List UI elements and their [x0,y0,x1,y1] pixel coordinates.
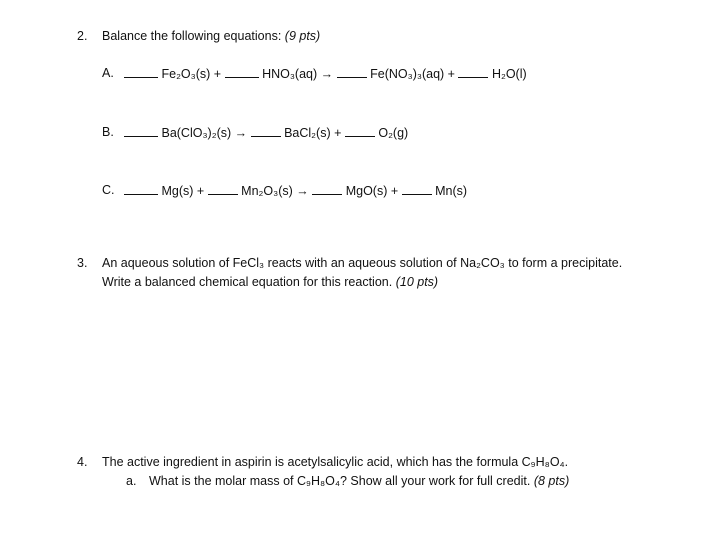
eq-c-blank-2[interactable] [208,183,238,195]
eq-a-blank-2[interactable] [225,66,259,78]
eq-a-blank-1[interactable] [124,66,158,78]
eq-c [124,183,467,198]
q2-number: 2. [77,29,88,43]
eq-c-product-2: Mn(s) [435,184,468,198]
eq-b-product-1: BaCl₂(s) + [284,126,342,140]
q3-line-1: An aqueous solution of FeCl₃ reacts with an aqueous solution of Na₂CO₃ to form a precipitate. [102,256,623,270]
eq-c-reactant-1: Mg(s) + [161,184,205,198]
eq-a-product-1: Fe(NO₃)₃(aq) + [370,67,455,81]
eq-c-blank-1[interactable] [124,183,158,195]
eq-a-reactant-1: Fe₂O₃(s) + [161,67,222,81]
eq-b-blank-3[interactable] [345,125,375,137]
q2-points: (9 pts) [284,29,321,43]
eq-a-reactant-2: HNO₃(aq) → [262,67,334,81]
eq-b-letter: B. [102,125,114,139]
q4a-line [149,474,569,488]
q4a-letter: a. [126,474,137,488]
eq-c-blank-4[interactable] [402,183,432,195]
eq-b-blank-2[interactable] [251,125,281,137]
eq-a [124,66,527,81]
eq-c-product-1: MgO(s) + [345,184,399,198]
eq-b-product-2: O₂(g) [378,126,409,140]
q3-number: 3. [77,256,88,270]
eq-b [124,125,408,140]
q2-prompt-text: Balance the following equations: [102,29,282,43]
eq-a-blank-3[interactable] [337,66,367,78]
eq-b-blank-1[interactable] [124,125,158,137]
eq-a-product-2: H₂O(l) [491,67,527,81]
q4a-text: What is the molar mass of C₉H₈O₄? Show all your work for full credit. [149,474,531,488]
eq-b-reactant-1: Ba(ClO₃)₂(s) → [161,126,248,140]
q4-number: 4. [77,455,88,469]
eq-c-reactant-2: Mn₂O₃(s) → [241,184,309,198]
eq-a-blank-4[interactable] [458,66,488,78]
q4-line-1: The active ingredient in aspirin is acetylsalicylic acid, which has the formula C₉H₈O₄. [102,455,569,469]
q3-line-2 [102,275,438,289]
q3-points: (10 pts) [395,275,439,289]
eq-a-letter: A. [102,66,114,80]
q3-line-2-text: Write a balanced chemical equation for this reaction. [102,275,393,289]
eq-c-blank-3[interactable] [312,183,342,195]
q2-prompt [102,29,320,43]
q4a-points: (8 pts) [533,474,570,488]
eq-c-letter: C. [102,183,115,197]
